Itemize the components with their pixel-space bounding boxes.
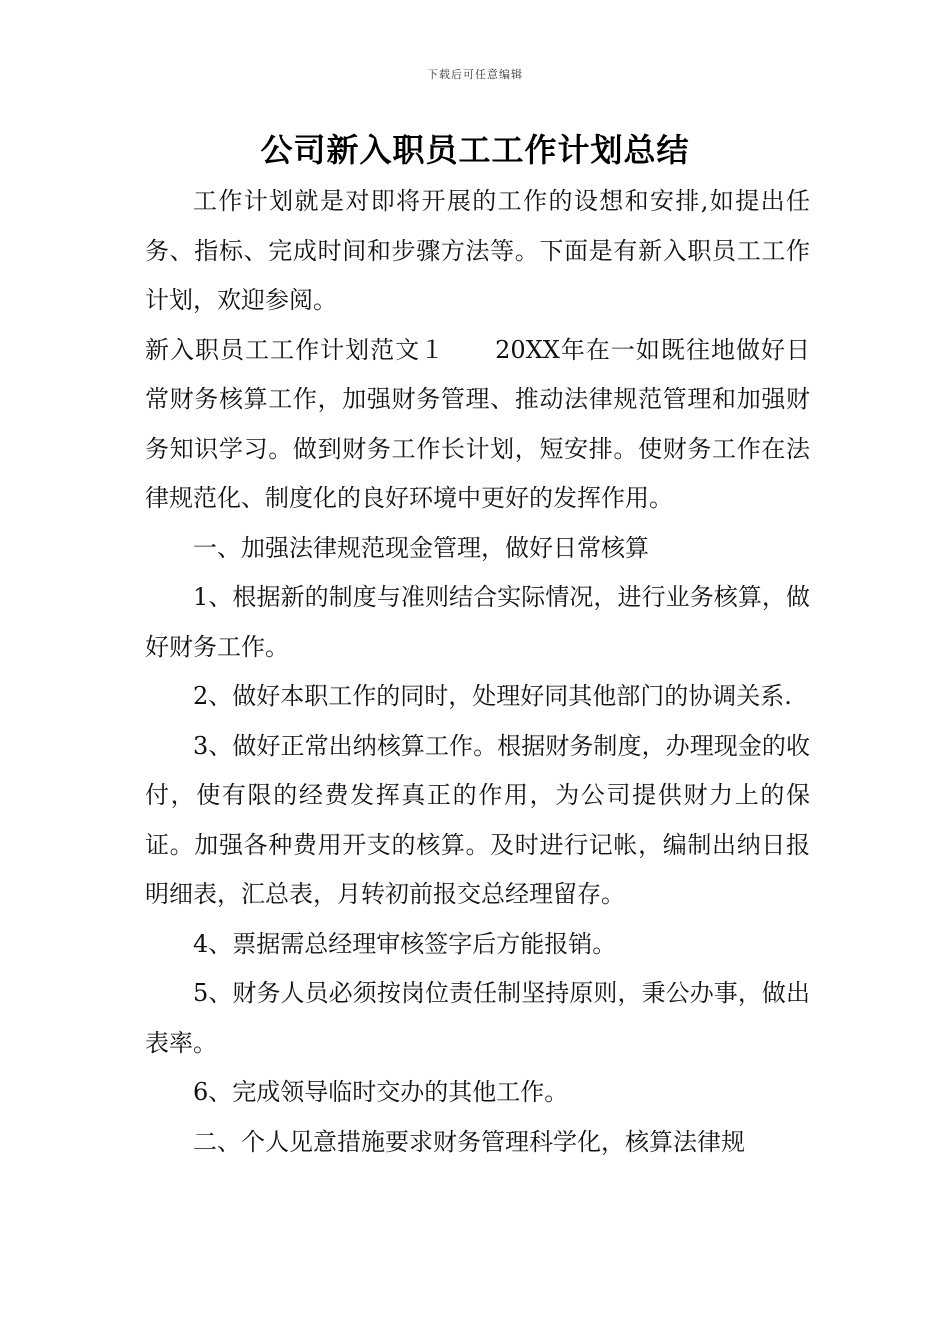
document-body [145,177,810,1167]
sample-heading: 新入职员工工作计划范文１ [145,335,446,364]
section-heading-1: 一、加强法律规范现金管理，做好日常核算 [193,533,649,562]
list-item-4: 4、票据需总经理审核签字后方能报销。 [193,929,617,958]
list-item-2: 2、做好本职工作的同时，处理好同其他部门的协调关系. [193,682,792,710]
header-note: 下载后可任意编辑 [427,68,523,81]
sample-paragraph [145,326,810,524]
document-title: 公司新入职员工工作计划总结 [260,131,690,169]
intro-paragraph: 工作计划就是对即将开展的工作的设想和安排,如提出任务、指标、完成时间和步骤方法等。下面是有新入职员工工作计划，欢迎参阅。 [145,187,810,314]
list-item-1: 1、根据新的制度与准则结合实际情况，进行业务核算，做好财务工作。 [145,583,810,661]
section-heading-2: 二、个人见意措施要求财务管理科学化，核算法律规 [193,1127,745,1156]
list-item-3: 3、做好正常出纳核算工作。根据财务制度，办理现金的收付，使有限的经费发挥真正的作用，为公司提供财力上的保证。加强各种费用开支的核算。及时进行记帐，编制出纳日报明细表，汇总表，月转初前报交总经理留存。 [145,731,810,908]
list-item-6: 6、完成领导临时交办的其他工作。 [193,1078,569,1106]
list-item-5: 5、财务人员必须按岗位责任制坚持原则，秉公办事，做出表率。 [145,979,810,1057]
sample-intro: 20XX年在一如既往地做好日常财务核算工作，加强财务管理、推动法律规范管理和加强财务知识学习。做到财务工作长计划，短安排。使财务工作在法律规范化、制度化的良好环境中更好的发挥作用。 [145,335,810,512]
